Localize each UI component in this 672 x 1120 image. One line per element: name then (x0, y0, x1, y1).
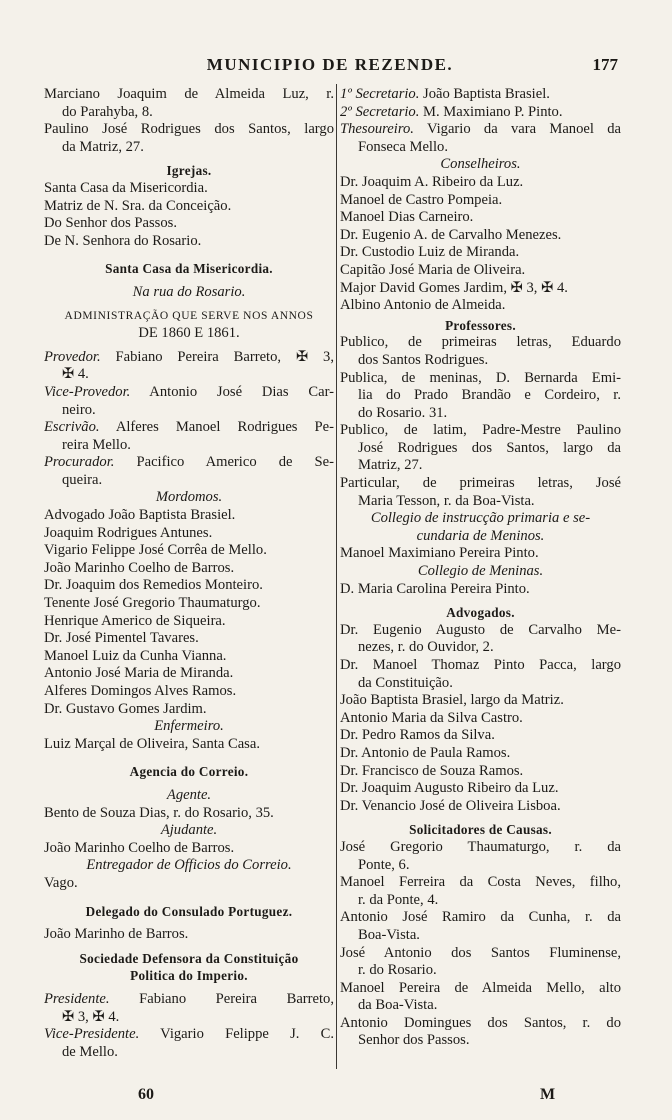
text-line: dos Santos Rodrigues. (358, 351, 489, 368)
officer-line: Thesoureiro. Vigario da vara Manoel da (340, 121, 621, 138)
officer-line: ✠ 4. (62, 366, 89, 383)
officer-line: Vice-Presidente. Vigario Felippe J. C. (44, 1026, 334, 1043)
list-item: Santa Casa da Misericordia. (44, 179, 208, 196)
role: 2º Secretario. (340, 103, 420, 120)
section-heading-igrejas: Igrejas. (166, 163, 212, 179)
admin-line: ADMINISTRAÇÃO QUE SERVE NOS ANNOS (64, 309, 314, 322)
list-item: João Marinho de Barros. (44, 926, 189, 943)
list-item: Matriz de N. Sra. da Conceição. (44, 197, 232, 214)
subheading: Ajudante. (160, 822, 218, 839)
list-item: Dr. Joaquim dos Remedios Monteiro. (44, 577, 263, 594)
list-item: João Marinho Coelho de Barros. (44, 839, 235, 856)
officer-line: ✠ 3, ✠ 4. (62, 1008, 120, 1025)
officer-line: queira. (62, 471, 103, 488)
text-line: Antonio José Ramiro da Cunha, r. da (340, 909, 621, 926)
role: Presidente. (44, 990, 110, 1007)
text-line: Publica, de meninas, D. Bernarda Emi- (340, 369, 621, 386)
section-heading-sociedade: Politica do Imperio. (130, 968, 248, 984)
text-line: Antonio Domingues dos Santos, r. do (340, 1014, 621, 1031)
text-line: Senhor dos Passos. (358, 1032, 470, 1049)
text-line: Matriz, 27. (358, 457, 423, 474)
professores-list (340, 334, 621, 510)
text-line: Manoel Ferreira da Costa Neves, filho, (340, 874, 621, 891)
text-line: Dr. Pedro Ramos da Silva. (340, 727, 495, 744)
list-item: Henrique Americo de Siqueira. (44, 612, 226, 629)
text-line: r. da Ponte, 4. (358, 891, 439, 908)
text-line: Particular, de primeiras letras, José (340, 475, 621, 492)
list-item: D. Maria Carolina Pereira Pinto. (340, 580, 530, 597)
list-item: Manoel Maximiano Pereira Pinto. (340, 545, 539, 562)
officer-line: reira Mello. (62, 436, 131, 453)
text-line: João Baptista Brasiel, largo da Matriz. (340, 692, 564, 709)
text-line: Antonio Maria da Silva Castro. (340, 709, 523, 726)
text-line: Paulino José Rodrigues dos Santos, largo (44, 121, 334, 138)
text-line: Manoel Pereira de Almeida Mello, alto (340, 979, 621, 996)
list-item: Dr. Eugenio A. de Carvalho Menezes. (340, 226, 562, 243)
list-item: João Marinho Coelho de Barros. (44, 559, 235, 576)
text-line: da Boa-Vista. (358, 997, 438, 1014)
text-line: da Constituição. (358, 674, 453, 691)
text-line: José Rodrigues dos Santos, largo da (358, 439, 621, 456)
officer-line: Fonseca Mello. (358, 138, 448, 155)
list-item: Antonio José Maria de Miranda. (44, 665, 234, 682)
right-column (340, 86, 621, 1050)
officer-line: Provedor. Fabiano Pereira Barreto, ✠ 3, (44, 348, 334, 365)
text-line: lia do Prado Brandão e Cordeiro, r. (358, 387, 621, 404)
role: Procurador. (44, 454, 115, 471)
subheading: Entregador de Officios do Correio. (86, 857, 292, 874)
section-heading-sociedade: Sociedade Defensora da Constituição (79, 950, 299, 966)
text-line: da Matriz, 27. (62, 138, 144, 155)
subheading-collegio-meninas: Collegio de Meninas. (417, 563, 544, 580)
list-item: Luiz Marçal de Oliveira, Santa Casa. (44, 735, 260, 752)
officer-line: 2º Secretario. M. Maximiano P. Pinto. (340, 103, 563, 120)
subheading-enfermeiro: Enfermeiro. (154, 718, 224, 735)
list-item: Dr. Joaquim A. Ribeiro da Luz. (340, 173, 524, 190)
section-heading-consulado: Delegado do Consulado Portuguez. (85, 903, 293, 919)
list-item: Dr. Custodio Luiz de Miranda. (340, 244, 520, 261)
text-line: do Parahyba, 8. (62, 103, 153, 120)
officer-line: Presidente. Fabiano Pereira Barreto, (44, 990, 334, 1007)
role: Escrivão. (44, 419, 100, 436)
signature-number: 60 (138, 1086, 154, 1103)
page-number: 177 (592, 55, 618, 74)
admin-line: DE 1860 E 1861. (138, 325, 240, 342)
list-item: Tenente José Gregorio Thaumaturgo. (44, 595, 261, 612)
section-heading-professores: Professores. (445, 317, 516, 333)
section-heading-solicitadores: Solicitadores de Causas. (409, 822, 552, 838)
list-item: Albino Antonio de Almeida. (340, 297, 506, 314)
text-line: Dr. Joaquim Augusto Ribeiro da Luz. (340, 780, 559, 797)
officer-line: Procurador. Pacifico Americo de Se- (44, 454, 334, 471)
subheading-collegio: Collegio de instrucção primaria e se- (370, 510, 591, 527)
section-heading-advogados: Advogados. (446, 605, 515, 621)
list-item: Dr. José Pimentel Tavares. (44, 630, 199, 647)
signature-letter: M (540, 1086, 556, 1103)
list-item: Vago. (44, 874, 78, 891)
subheading: Agente. (166, 786, 212, 803)
column-divider (336, 84, 337, 1069)
list-item: Do Senhor dos Passos. (44, 215, 177, 232)
text-line: Marciano Joaquim de Almeida Luz, r. (44, 86, 334, 102)
list-item: Major David Gomes Jardim, ✠ 3, ✠ 4. (340, 279, 568, 296)
text-line: José Antonio dos Santos Fluminense, (340, 944, 621, 961)
officer-line: 1º Secretario. João Baptista Brasiel. (340, 86, 550, 102)
left-column (44, 86, 334, 1061)
text-line: r. do Rosario. (358, 962, 437, 979)
role: Vice-Provedor. (44, 383, 131, 400)
list-item: Joaquim Rodrigues Antunes. (44, 524, 213, 541)
list-item: Manoel de Castro Pompeia. (340, 191, 503, 208)
officer-line: Escrivão. Alferes Manoel Rodrigues Pe- (44, 419, 334, 436)
text-line: Publico, de latim, Padre-Mestre Paulino (340, 422, 621, 439)
list-item: Manoel Dias Carneiro. (340, 209, 474, 226)
subheading: Na rua do Rosario. (132, 283, 246, 300)
advogados-list (340, 622, 621, 816)
subheading-mordomos: Mordomos. (155, 489, 223, 506)
role: Provedor. (44, 348, 101, 365)
list-item: Manoel Luiz da Cunha Vianna. (44, 647, 227, 664)
section-heading-santa-casa: Santa Casa da Misericordia. (105, 261, 273, 277)
solicitadores-list (340, 839, 621, 1050)
text-line: Ponte, 6. (358, 856, 410, 873)
section-heading-correio: Agencia do Correio. (129, 764, 249, 780)
text-line: nezes, r. do Ouvidor, 2. (358, 639, 494, 656)
text-line: Dr. Antonio de Paula Ramos. (340, 744, 511, 761)
running-header (40, 55, 620, 81)
text-line: Publico, de primeiras letras, Eduardo (340, 334, 621, 351)
officer-line: neiro. (62, 401, 96, 418)
list-item: Bento de Souza Dias, r. do Rosario, 35. (44, 804, 274, 821)
text-line: Dr. Eugenio Augusto de Carvalho Me- (340, 621, 621, 638)
list-item: Vigario Felippe José Corrêa de Mello. (44, 542, 267, 559)
officer-line: de Mello. (62, 1043, 118, 1060)
text-line: José Gregorio Thaumaturgo, r. da (340, 838, 621, 855)
text-line: Dr. Venancio José de Oliveira Lisboa. (340, 797, 561, 814)
officer-line: Vice-Provedor. Antonio José Dias Car- (44, 383, 334, 400)
role: Thesoureiro. (340, 121, 414, 138)
text-line: do Rosario. 31. (358, 404, 448, 421)
text-line: Dr. Manoel Thomaz Pinto Pacca, largo (340, 657, 621, 673)
list-item: Dr. Gustavo Gomes Jardim. (44, 700, 207, 717)
list-item: Alferes Domingos Alves Ramos. (44, 683, 237, 699)
list-item: De N. Senhora do Rosario. (44, 232, 202, 249)
text-line: Boa-Vista. (358, 926, 420, 943)
list-item: Capitão José Maria de Oliveira. (340, 261, 526, 278)
text-line: Dr. Francisco de Souza Ramos. (340, 762, 524, 779)
role: Vice-Presidente. (44, 1026, 140, 1043)
role: 1º Secretario. (340, 86, 420, 102)
list-item: Advogado João Baptista Brasiel. (44, 507, 236, 524)
subheading-collegio: cundaria de Meninos. (416, 527, 545, 544)
text-line: Maria Tesson, r. da Boa-Vista. (358, 492, 535, 509)
subheading-conselheiros: Conselheiros. (440, 156, 521, 173)
page-title: MUNICIPIO DE REZENDE. (206, 55, 454, 74)
